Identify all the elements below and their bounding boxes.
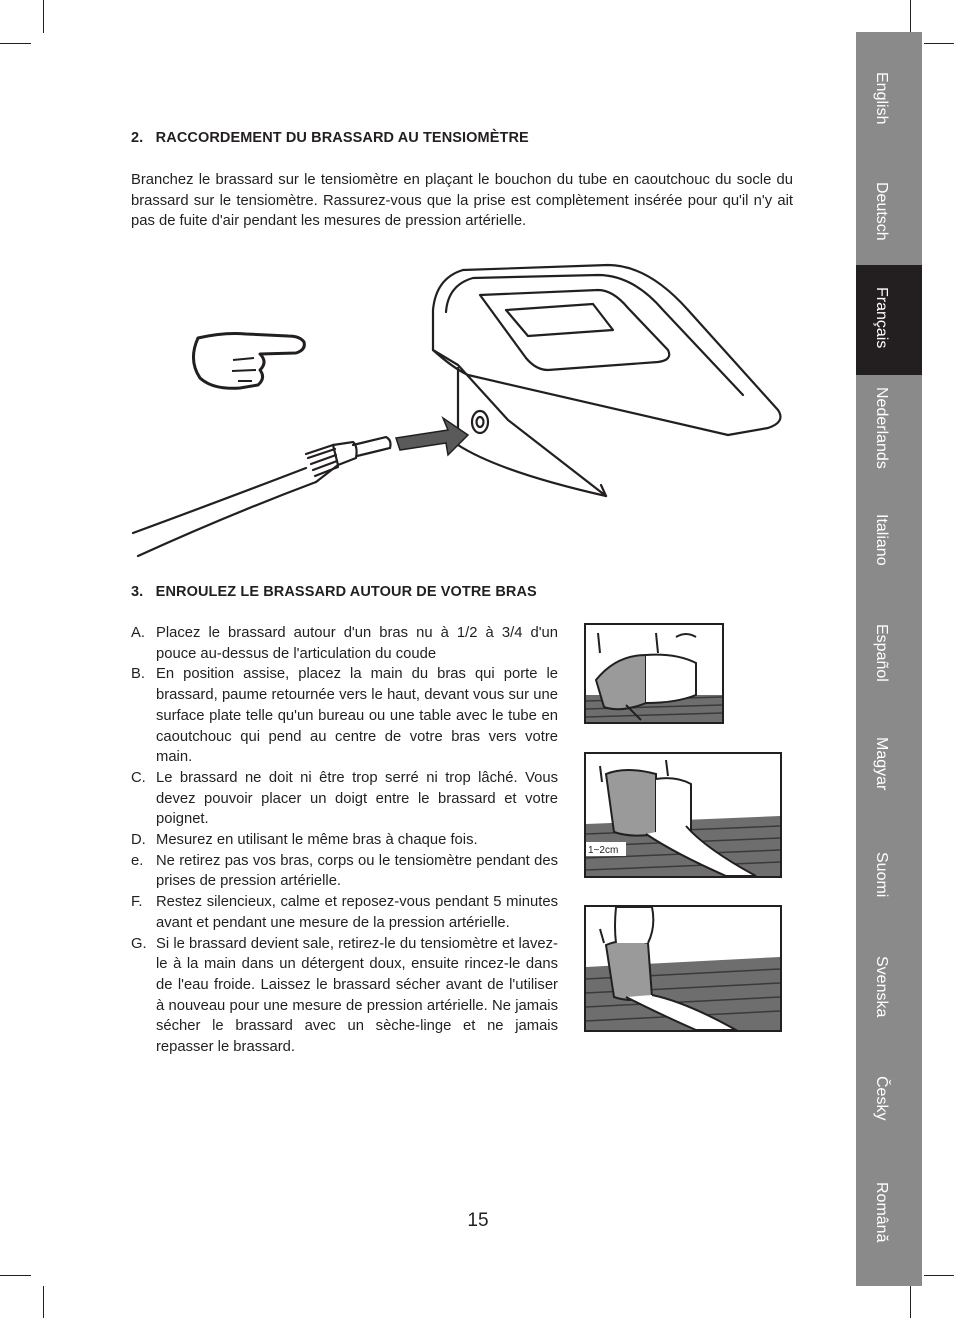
list-marker: e. [131,852,144,869]
list-item [131,892,558,933]
list-item-text: En position assise, placez la main du bras qui porte le brassard, paume retournée vers le haut, devant vous sur une surface plate telle qu'un bureau ou une table avec le tube en caoutchouc qui pend au centre de votre bras vers votre main. [156,666,558,766]
language-label: Magyar [873,737,890,791]
language-tab-nederlands[interactable] [856,375,922,485]
cuff-on-arm-illustration [586,625,722,722]
language-tab-romana[interactable] [856,1160,922,1270]
list-item [131,623,558,664]
list-item [131,768,558,830]
language-tab-espanol[interactable] [856,602,922,712]
language-label: Español [873,624,890,682]
language-tab-cesky[interactable] [856,1054,922,1164]
list-marker: F. [131,894,143,911]
list-item [131,664,558,768]
crop-mark [924,43,954,44]
crop-mark [924,1275,954,1276]
language-label: Français [873,287,890,349]
list-item [131,934,558,1058]
language-label: Nederlands [873,387,890,469]
section-3-title: 3. ENROULEZ LE BRASSARD AUTOUR DE VOTRE BRAS [131,584,537,600]
list-marker: B. [131,666,145,683]
language-tab-magyar[interactable] [856,715,922,825]
cuff-connection-illustration [128,250,793,560]
list-marker: A. [131,625,145,641]
language-label: Suomi [873,852,890,898]
list-item-text: Le brassard ne doit ni être trop serré ni trop lâché. Vous devez pouvoir placer un doigt entre le brassard et votre poignet. [156,769,558,828]
language-label: Svenska [873,956,890,1018]
language-label: Česky [873,1076,890,1121]
language-label: Română [873,1182,890,1243]
crop-mark [0,1275,31,1276]
list-marker: D. [131,832,146,849]
crop-mark [910,0,911,33]
cuff-position-photo-3 [584,905,782,1032]
language-tabs [856,32,922,1286]
distance-label: 1~2cm [588,845,619,856]
list-item-text: Placez le brassard autour d'un bras nu à 1/2 à 3/4 d'un pouce au-dessus de l'articulation du coude [156,625,558,662]
list-item-text: Restez silencieux, calme et reposez-vous pendant 5 minutes avant et pendant une mesure de la pression artérielle. [156,894,558,931]
crop-mark [43,1286,44,1318]
arm-on-table-illustration [586,754,780,876]
language-tab-deutsch[interactable] [856,142,922,252]
list-item-text: Si le brassard devient sale, retirez-le du tensiomètre et lavez-le à la main dans un détergent doux, ensuite rincez-le dans de l'eau froide. Laissez le brassard sécher avant de l'utiliser à nouveau pour une mesure de pression artérielle. Ne jamais sécher le brassard avec un sèche-linge et ne jamais repasser le brassard. [156,935,558,1056]
language-label: English [873,72,890,125]
page-number: 15 [467,1210,489,1231]
language-tab-svenska[interactable] [856,934,922,1044]
language-tab-suomi[interactable] [856,830,922,940]
cuff-position-photo-1 [584,623,724,724]
list-item [131,851,558,892]
language-label: Deutsch [873,182,890,241]
list-marker: C. [131,769,146,786]
list-item-text: Ne retirez pas vos bras, corps ou le tensiomètre pendant des prises de pression artérielle. [156,852,558,890]
list-item [131,830,558,851]
cuff-position-photo-2 [584,752,782,878]
list-item-text: Mesurez en utilisant le même bras à chaque fois. [156,832,478,849]
pointing-hand-icon [193,334,304,389]
crop-mark [43,0,44,33]
section-2-title: 2. RACCORDEMENT DU BRASSARD AU TENSIOMÈTRE [131,130,529,146]
language-label: Italiano [873,514,890,566]
language-tab-francais[interactable] [856,265,922,375]
language-tab-italiano[interactable] [856,492,922,602]
section-2-body: Branchez le brassard sur le tensiomètre en plaçant le bouchon du tube en caoutchouc du socle du brassard sur le tensiomètre. Rassurez-vous que la prise est complètement insérée pour qu'il n'y ait pas de fuite d'air pendant les mesures de pression artérielle. [131,172,793,229]
cuff-fitted-illustration [586,907,780,1030]
crop-mark [910,1286,911,1318]
language-tab-english[interactable] [856,32,922,142]
crop-mark [0,43,31,44]
instruction-list [131,623,558,1058]
list-marker: G. [131,935,147,952]
